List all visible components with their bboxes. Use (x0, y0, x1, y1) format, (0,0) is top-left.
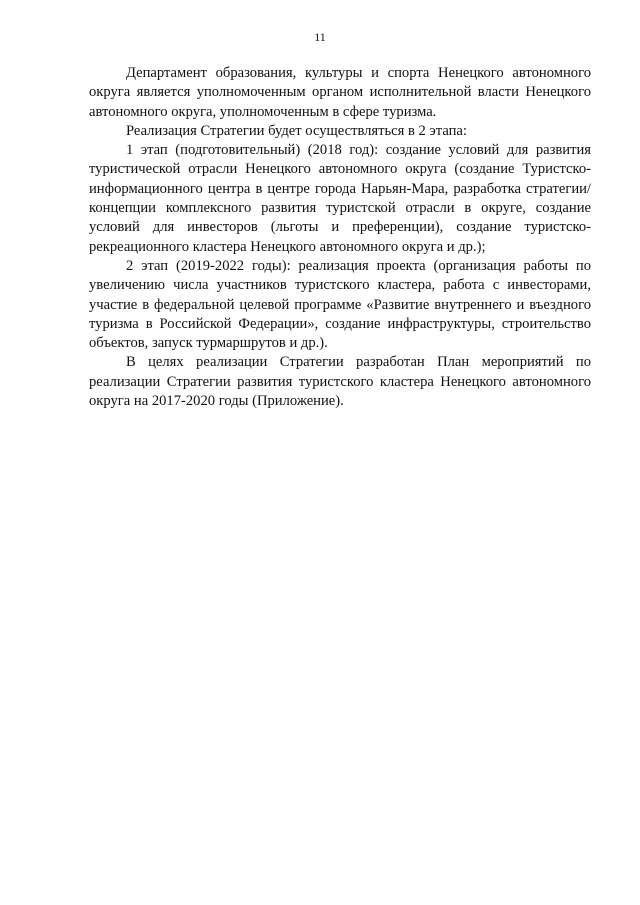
paragraph-stage-1: 1 этап (подготовительный) (2018 год): создание условий для развития туристической отрасли Ненецкого автономного округа (создание Туристско-информационного центра в центре города Нарьян-Мара, разработка стратегии/концепции комплексного развития туристской отрасли в округе, создание условий для инвесторов (льготы и преференции), создание туристско-рекреационного кластера Ненецкого автономного округа и др.); (89, 142, 591, 255)
document-body (89, 64, 591, 411)
paragraph-department: Департамент образования, культуры и спорта Ненецкого автономного округа является уполномоченным органом исполнительной власти Ненецкого автономного округа, уполномоченным в сфере туризма. (89, 65, 591, 120)
paragraph-action-plan: В целях реализации Стратегии разработан План мероприятий по реализации Стратегии развития туристского кластера Ненецкого автономного округа на 2017-2020 годы (Приложение). (89, 354, 591, 410)
paragraph-stages-intro: Реализация Стратегии будет осуществляться в 2 этапа: (126, 122, 467, 139)
paragraph-stage-2: 2 этап (2019-2022 годы): реализация проекта (организация работы по увеличению числа участников туристского кластера, работа с инвесторами, участие в федеральной целевой программе «Развитие внутреннего и въездного туризма в Российской Федерации», создание инфраструктуры, строительство объектов, запуск турмаршрутов и др.). (89, 257, 591, 352)
page-number: 11 (314, 30, 326, 44)
